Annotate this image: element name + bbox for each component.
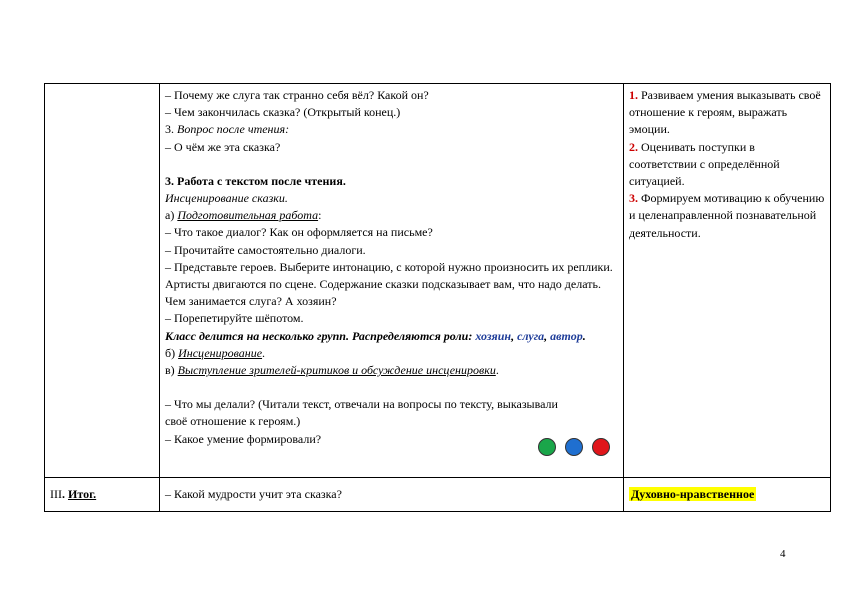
table-row — [45, 478, 831, 512]
blue-circle — [565, 438, 583, 456]
goal-item — [629, 190, 825, 242]
step-b — [165, 345, 618, 362]
step-title: Подготовительная работа — [177, 208, 319, 223]
blank-line — [165, 379, 618, 396]
goal-number: 1. — [629, 88, 638, 102]
color-circles — [538, 438, 619, 456]
question-line: – Представьте героев. Выберите интонацию, с которой нужно произносить их реплики. Артисты двигаются по сцене. Содержание сказки подсказывает вам, что надо делать. Чем занимается слуга? А хозяин? — [165, 259, 613, 309]
table-row — [45, 84, 831, 478]
content-cell — [160, 84, 624, 478]
step-v — [165, 362, 618, 379]
role-host: хозяин — [475, 328, 512, 343]
section-number: 3. — [165, 122, 177, 137]
punct: : — [318, 208, 322, 223]
stage-number: III — [50, 486, 62, 501]
goal-text: Формируем мотивацию к обучению и целенаправленной познавательной деятельности. — [629, 191, 825, 240]
green-circle — [538, 438, 556, 456]
stage-cell — [45, 478, 160, 512]
question-line: – Чем закончилась сказка? (Открытый конец.) — [165, 105, 401, 120]
stage-cell — [45, 84, 160, 478]
section-title: Вопрос после чтения: — [177, 122, 290, 137]
result-cell — [624, 478, 831, 512]
step-title: Инсценирование — [178, 345, 263, 360]
staging-subtitle: Инсценирование сказки. — [165, 191, 288, 206]
question-line: – Почему же слуга так странно себя вёл? Какой он? — [165, 88, 429, 102]
step-prefix: в) — [165, 363, 178, 378]
content-cell — [160, 478, 624, 512]
question-line: – Какое умение формировали? — [165, 431, 322, 446]
question-line: – Порепетируйте шёпотом. — [165, 311, 304, 326]
punct: . — [582, 328, 586, 343]
step-prefix: б) — [165, 345, 179, 360]
step-title: Выступление зрителей-критиков и обсуждение инсценировки — [177, 363, 496, 378]
goal-number: 3. — [629, 191, 638, 206]
role-author: автор — [550, 328, 583, 343]
goal-item — [629, 87, 825, 139]
goal-number: 2. — [629, 139, 638, 154]
blank-line — [165, 156, 618, 173]
question-line: – Что такое диалог? Как он оформляется на письме? — [165, 225, 433, 240]
result-highlight: Духовно-нравственное — [631, 486, 755, 501]
punct: . — [262, 345, 266, 360]
punct: , — [511, 328, 518, 343]
goal-text: Оценивать поступки в соответствии с определённой ситуацией. — [629, 139, 780, 189]
groups-line — [165, 328, 618, 345]
question-line: – Что мы делали? (Читали текст, отвечали на вопросы по тексту, выказывали своё отношение к героям.) — [165, 397, 558, 429]
step-a — [165, 207, 618, 224]
red-circle — [592, 438, 610, 456]
groups-text: Класс делится на несколько групп. Распределяются роли: — [165, 328, 476, 343]
role-servant: слуга — [517, 328, 545, 343]
work-heading: 3. Работа с текстом после чтения. — [165, 173, 346, 188]
question-line: – Прочитайте самостоятельно диалоги. — [165, 242, 366, 257]
punct: , — [544, 328, 551, 343]
goal-item — [629, 139, 825, 191]
goal-text: Развиваем умения выказывать своё отношение к героям, выражать эмоции. — [629, 88, 821, 137]
lesson-table — [44, 83, 831, 512]
stage-title: Итог. — [68, 486, 97, 501]
question-line: – О чём же эта сказка? — [165, 139, 281, 154]
section-heading — [165, 121, 618, 138]
stage-dot: . — [62, 486, 68, 501]
step-prefix: а) — [165, 208, 178, 223]
goals-cell — [624, 84, 831, 478]
page-number: 4 — [780, 548, 786, 560]
punct: . — [495, 363, 499, 378]
question-line: – Какой мудрости учит эта сказка? — [165, 486, 342, 501]
